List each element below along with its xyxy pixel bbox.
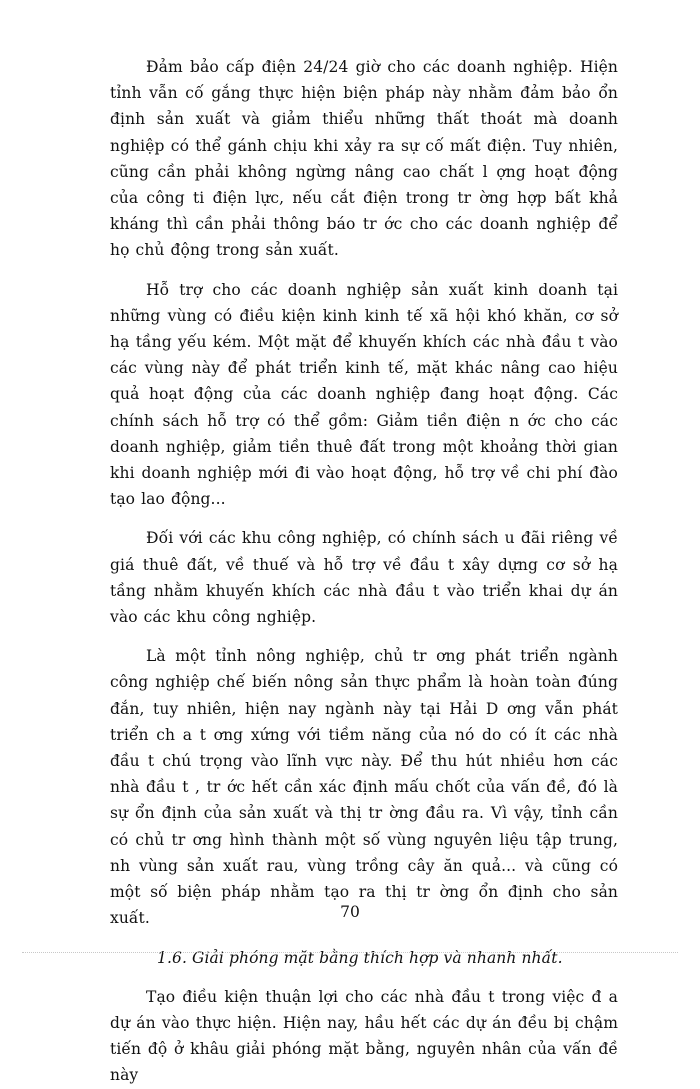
paragraph-gap	[110, 971, 618, 984]
paragraph-power-supply: Đảm bảo cấp điện 24/24 giờ cho các doanh nghiệp. Hiện tỉnh vẫn cố gắng thực hiện biện pháp này nhằm đảm bảo ổn định sản xuất và giảm thiểu những thất thoát mà doanh nghiệp có thể gánh chịu khi xảy ra sự cố mất điện. Tuy nhiên, cũng cần phải không ngừng nâng cao chất l ợng hoạt động của công ti điện lực, nếu cắt điện trong tr ờng hợp bất khả kháng thì cần phải thông báo tr ớc cho các doanh nghiệp để họ chủ động trong sản xuất.	[110, 58, 618, 260]
document-page	[110, 54, 618, 1089]
paragraph-support-enterprises: Hỗ trợ cho các doanh nghiệp sản xuất kinh doanh tại những vùng có điều kiện kinh kinh tế xã hội khó khăn, cơ sở hạ tầng yếu kém. Một mặt để khuyến khích các nhà đầu t vào các vùng này để phát triển kinh tế, mặt khác nâng cao hiệu quả hoạt động của các doanh nghiệp đang hoạt động. Các chính sách hỗ trợ có thể gồm: Giảm tiền điện n ớc cho các doanh nghiệp, giảm tiền thuê đất trong một khoảng thời gian khi doanh nghiệp mới đi vào hoạt động, hỗ trợ về chi phí đào tạo lao động...	[110, 280, 618, 509]
paragraph-gap	[110, 512, 618, 525]
paragraph-gap	[110, 932, 618, 945]
footer-divider	[22, 952, 678, 953]
page-number: 70	[340, 903, 360, 921]
paragraph-agriculture: Là một tỉnh nông nghiệp, chủ tr ơng phát triển ngành công nghiệp chế biến nông sản thực phẩm là hoàn toàn đúng đắn, tuy nhiên, hiện nay ngành này tại Hải D ơng vẫn phát triển ch a t ơng xứng với tiềm năng của nó do có ít các nhà đầu t chú trọng vào lĩnh vực này. Để thu hút nhiều hơn các nhà đầu t , tr ớc hết cần xác định mấu chốt của vấn đề, đó là sự ổn định của sản xuất và thị tr ờng đầu ra. Vì vậy, tỉnh cần có chủ tr ơng hình thành một số vùng nguyên liệu tập trung, nh vùng sản xuất rau, vùng trồng cây ăn quả... và cũng có một số biện pháp nhằm tạo ra thị tr ờng ổn định cho sản xuất.	[110, 647, 618, 928]
paragraph-industrial-zones: Đối với các khu công nghiệp, có chính sách u đãi riêng về giá thuê đất, về thuế và hỗ trợ về đầu t xây dựng cơ sở hạ tầng nhằm khuyến khích các nhà đầu t vào triển khai dự án vào các khu công nghiệp.	[110, 529, 618, 627]
paragraph-gap	[110, 630, 618, 643]
paragraph-gap	[110, 264, 618, 277]
section-heading: 1.6. Giải phóng mặt bằng thích hợp và nhanh nhất.	[157, 948, 563, 967]
paragraph-land-clearance: Tạo điều kiện thuận lợi cho các nhà đầu t trong việc đ a dự án vào thực hiện. Hiện nay, hầu hết các dự án đều bị chậm tiến độ ở khâu giải phóng mặt bằng, nguyên nhân của vấn đề này	[110, 987, 618, 1085]
